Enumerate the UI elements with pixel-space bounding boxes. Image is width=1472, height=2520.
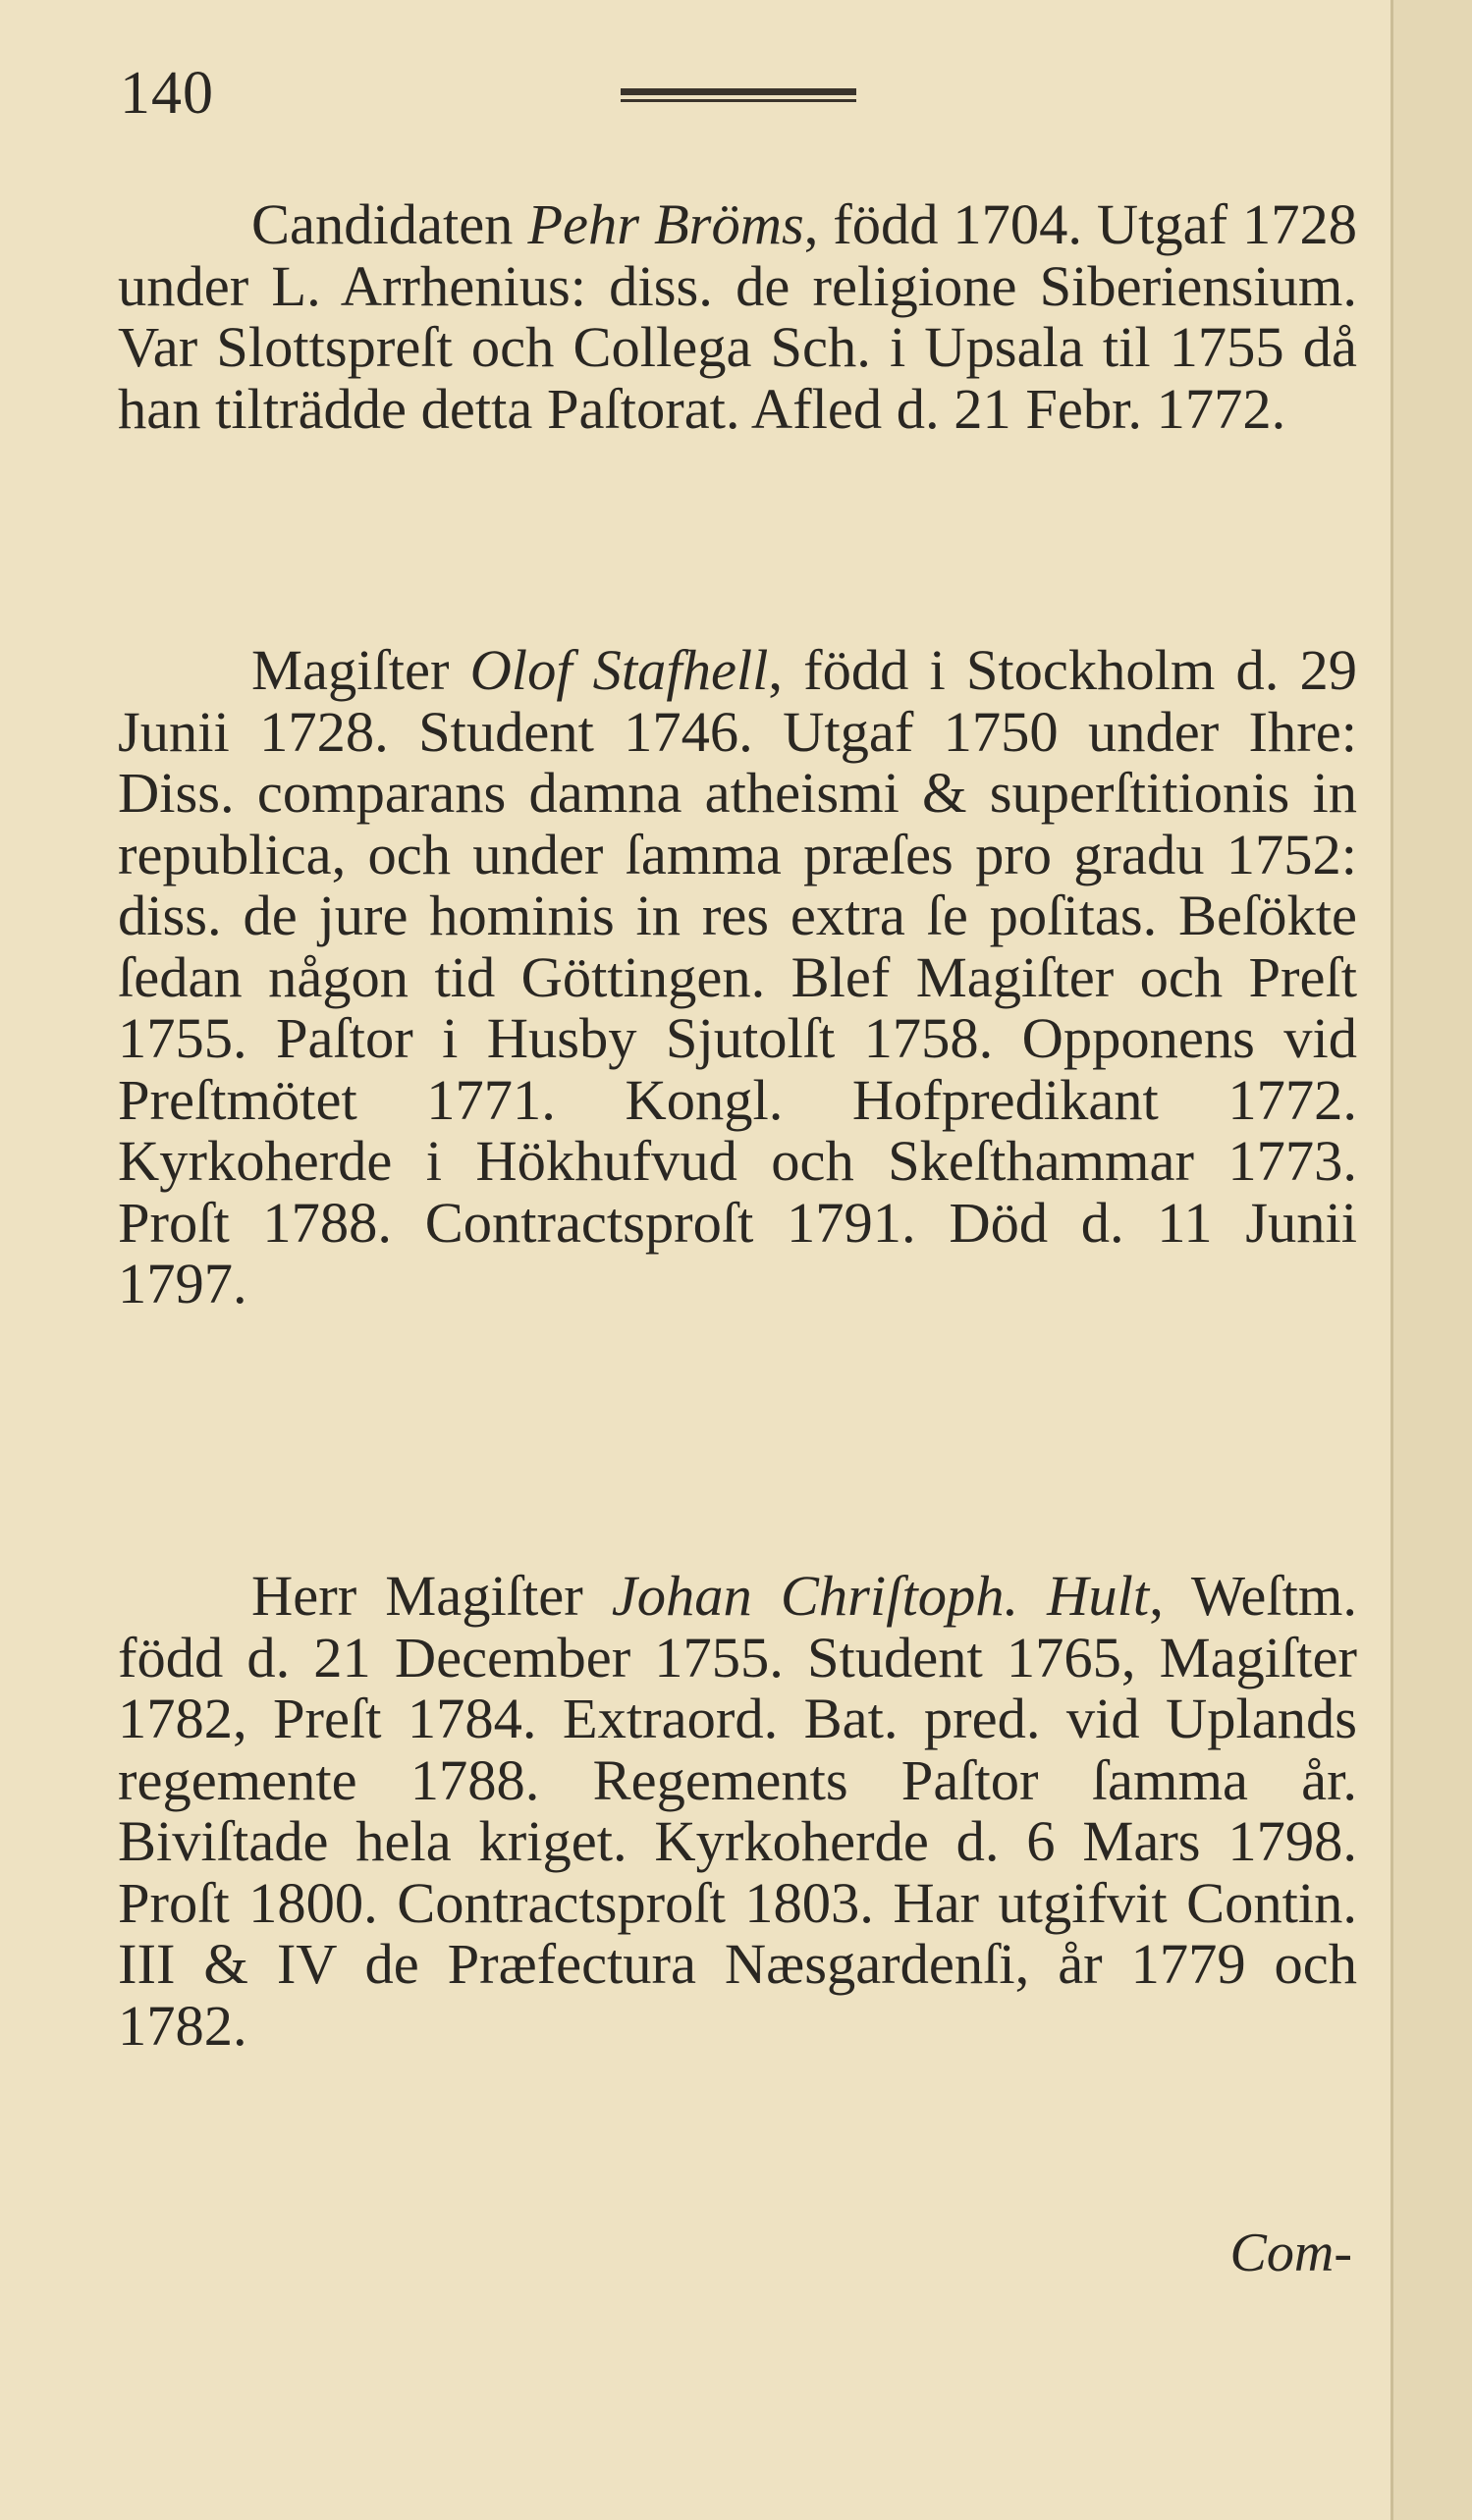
entry-lead: Candidaten (251, 192, 528, 256)
page-header (120, 59, 1357, 137)
entry-text: , född 1704. Utgaf 1728 under L. Arrhenius: diss. de religione Siberiensium. Var Slottspreſt och Collega Sch. i Upsala til 1755 då han tilträdde detta Paſtorat. Afled d. 21 Febr. 1772. (118, 192, 1357, 441)
catchword: Com- (1229, 2223, 1352, 2283)
entry-text: , Weſtm. född d. 21 December 1755. Student 1765, Magiſter 1782, Preſt 1784. Extraord. Bat. pred. vid Uplands regemente 1788. Regements Paſtor ſamma år. Biviſtade hela kriget. Kyrkoherde d. 6 Mars 1798. Proſt 1800. Contractsproſt 1803. Har utgifvit Contin. III & IV de Præfectura Næsgardenſi, år 1779 och 1782. (118, 1564, 1357, 2058)
page-number: 140 (120, 60, 214, 127)
person-name: Olof Stafhell (469, 638, 769, 702)
page-edge (1390, 0, 1472, 2520)
entry-stafhell (118, 640, 1357, 1315)
entry-broms (118, 194, 1357, 440)
person-name: Pehr Bröms (527, 192, 804, 256)
entry-lead: Magiſter (251, 638, 470, 702)
person-name: Johan Chriſtoph. Hult (611, 1564, 1150, 1628)
entry-hult (118, 1566, 1357, 2057)
entry-lead: Herr Magiſter (251, 1564, 612, 1628)
header-rule (621, 88, 856, 102)
entry-text: , född i Stockholm d. 29 Junii 1728. Student 1746. Utgaf 1750 under Ihre: Diss. comparans damna atheismi & superſtitionis in republica, och under ſamma præſes pro gradu 1752: diss. de jure hominis in res extra ſe poſitas. Beſökte ſedan någon tid Göttingen. Blef Magiſter och Preſt 1755. Paſtor i Husby Sjutolſt 1758. Opponens vid Preſtmötet 1771. Kongl. Hofpredikant 1772. Kyrkoherde i Hökhufvud och Skeſthammar 1773. Proſt 1788. Contractsproſt 1791. Död d. 11 Junii 1797. (118, 638, 1358, 1315)
